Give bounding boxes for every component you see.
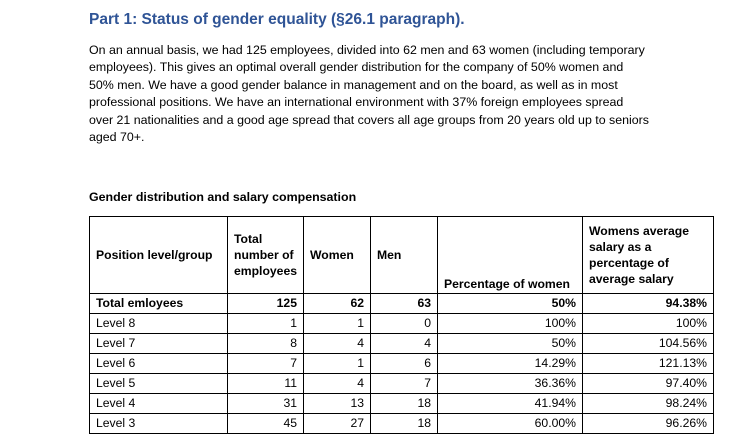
cell-position: Level 4 [90,394,228,414]
cell-men: 4 [371,334,438,354]
cell-salary-percentage: 96.26% [583,414,714,434]
cell-salary-percentage: 104.56% [583,334,714,354]
cell-position: Level 8 [90,314,228,334]
cell-men: 0 [371,314,438,334]
cell-position: Level 7 [90,334,228,354]
intro-paragraph [89,42,689,146]
cell-position: Level 3 [90,414,228,434]
cell-total: 8 [228,334,304,354]
cell-percentage-women: 41.94% [438,394,583,414]
cell-women: 62 [304,294,371,314]
cell-salary-percentage: 94.38% [583,294,714,314]
header-salary-percentage: Womens average salary as a percentage of average salary [583,217,714,294]
table-row [90,354,714,374]
header-total: Total number of employees [228,217,304,294]
cell-salary-percentage: 100% [583,314,714,334]
header-position: Position level/group [90,217,228,294]
cell-total: 125 [228,294,304,314]
cell-percentage-women: 36.36% [438,374,583,394]
table-header-row [90,217,714,294]
cell-percentage-women: 100% [438,314,583,334]
cell-total: 1 [228,314,304,334]
cell-total: 45 [228,414,304,434]
cell-salary-percentage: 121.13% [583,354,714,374]
cell-percentage-women: 14.29% [438,354,583,374]
intro-line: professional positions. We have an international environment with 37% foreign employees spread [89,95,624,110]
cell-men: 63 [371,294,438,314]
cell-salary-percentage: 98.24% [583,394,714,414]
cell-total: 7 [228,354,304,374]
cell-women: 13 [304,394,371,414]
section-heading: Part 1: Status of gender equality (§26.1 paragraph). [89,11,465,28]
intro-line: On an annual basis, we had 125 employees, divided into 62 men and 63 women (including temporary [89,43,645,57]
cell-percentage-women: 60.00% [438,414,583,434]
table-row [90,414,714,434]
table-row [90,394,714,414]
cell-percentage-women: 50% [438,294,583,314]
intro-line: 50% men. We have a good gender balance in management and on the board, as well as in most [89,77,618,92]
table-title: Gender distribution and salary compensation [89,190,357,204]
header-percentage-women: Percentage of women [438,217,583,294]
cell-men: 7 [371,374,438,394]
cell-salary-percentage: 97.40% [583,374,714,394]
cell-women: 4 [304,374,371,394]
cell-men: 6 [371,354,438,374]
cell-men: 18 [371,414,438,434]
table-row [90,374,714,394]
cell-women: 4 [304,334,371,354]
header-women: Women [304,217,371,294]
intro-line: over 21 nationalities and a good age spread that covers all age groups from 20 years old up to seniors [89,112,649,127]
cell-women: 1 [304,314,371,334]
cell-women: 27 [304,414,371,434]
cell-women: 1 [304,354,371,374]
gender-salary-table [89,216,714,434]
cell-position: Total emloyees [90,294,228,314]
cell-total: 31 [228,394,304,414]
intro-line: aged 70+. [89,130,145,145]
cell-percentage-women: 50% [438,334,583,354]
intro-line: employees). This gives an optimal overall gender distribution for the company of 50% women and [89,60,624,75]
table-row [90,314,714,334]
table-row-total [90,294,714,314]
cell-position: Level 6 [90,354,228,374]
table-row [90,334,714,354]
cell-men: 18 [371,394,438,414]
cell-total: 11 [228,374,304,394]
header-men: Men [371,217,438,294]
cell-position: Level 5 [90,374,228,394]
